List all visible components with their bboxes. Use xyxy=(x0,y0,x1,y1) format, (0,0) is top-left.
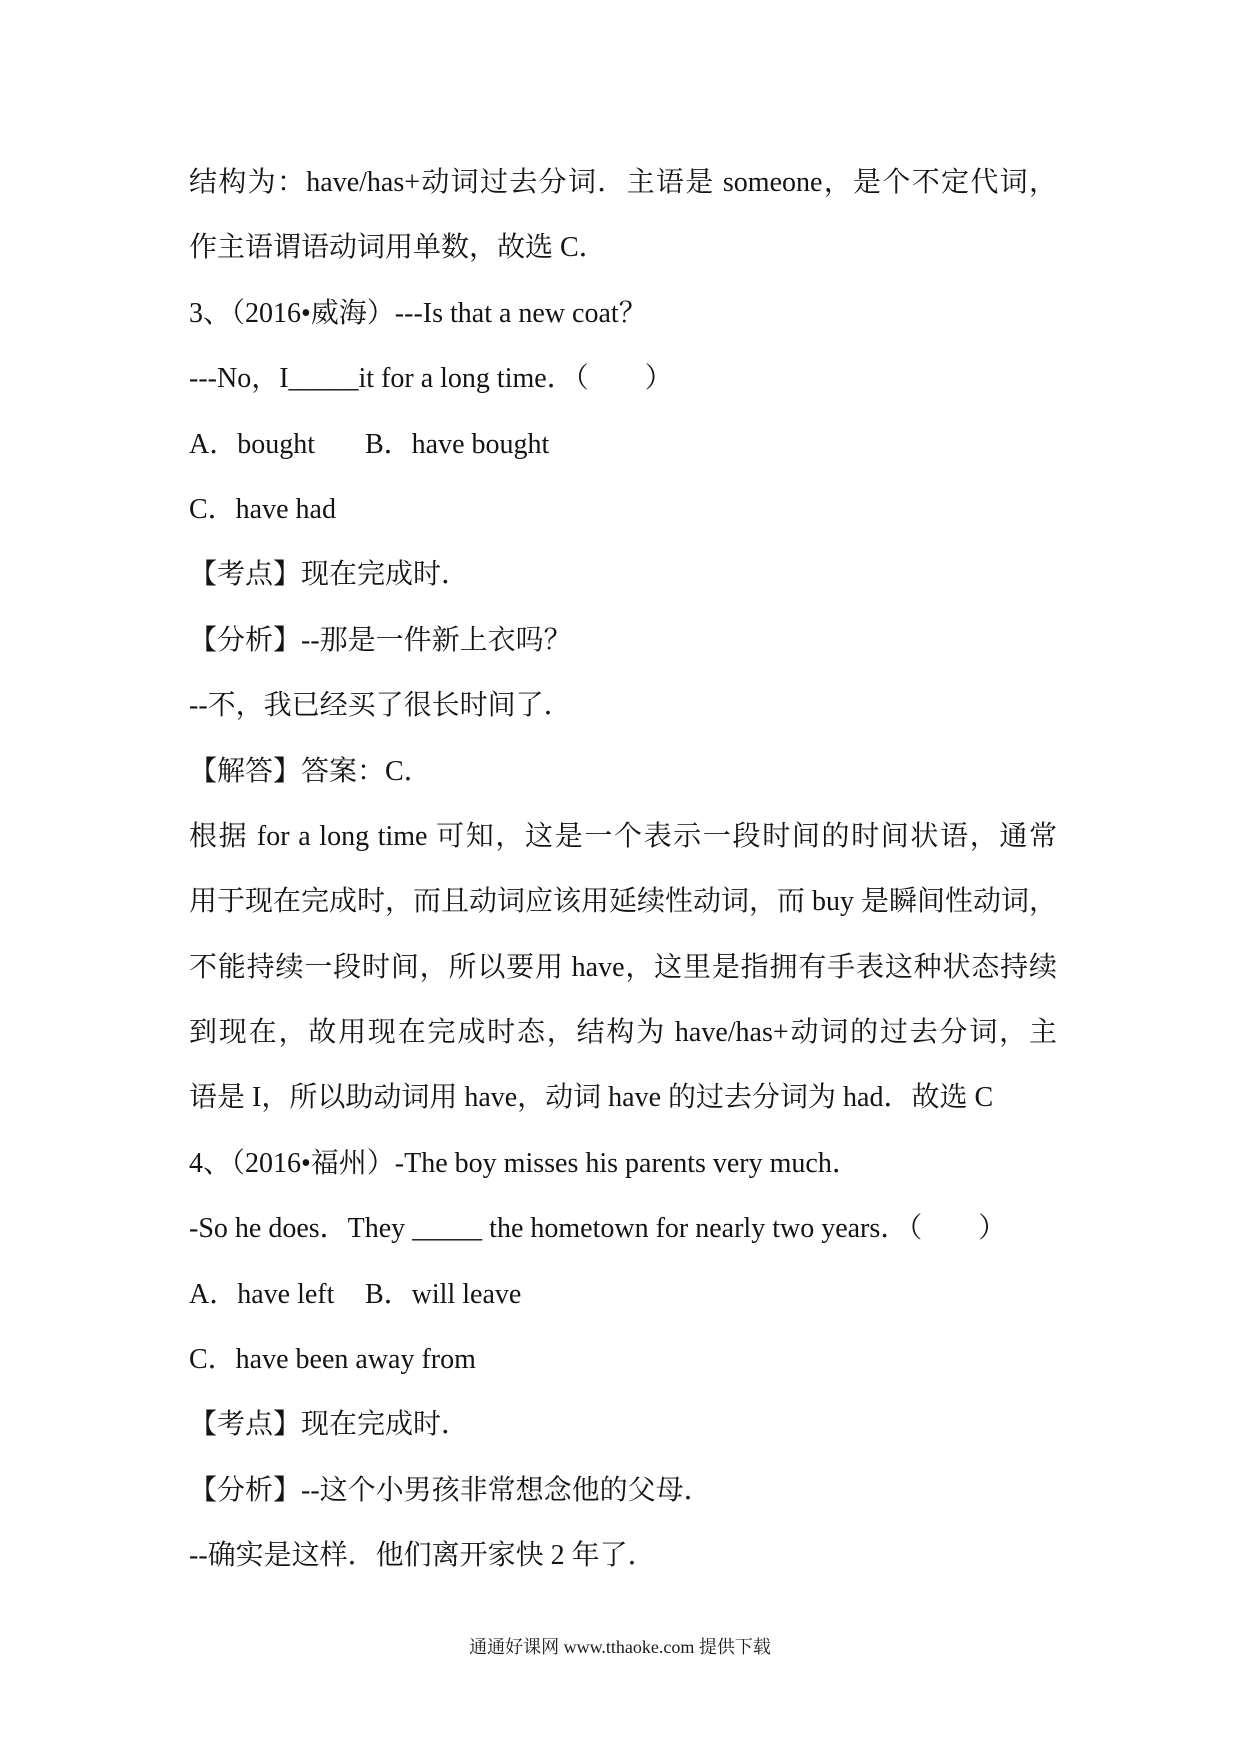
option-b: B．will leave xyxy=(365,1278,522,1310)
option-c: C．have been away from xyxy=(189,1344,476,1376)
solution-line: 根据 for a long time 可知，这是一个表示一段时间的时间状语，通常 xyxy=(189,820,1057,852)
option-a: A．bought xyxy=(189,428,316,460)
option-b: B．have bought xyxy=(365,428,550,460)
question-3-stem: ---No，I_____it for a long time．（ ） xyxy=(189,363,673,395)
explanation-line: 作主语谓语动词用单数，故选 C． xyxy=(189,232,607,264)
question-4-options-ab xyxy=(189,1262,1057,1327)
solution-line: 用于现在完成时，而且动词应该用延续性动词，而 buy 是瞬间性动词， xyxy=(189,886,1058,918)
question-4-stem: -So he does．They _____ the hometown for nearly two years．（ ） xyxy=(189,1213,1007,1245)
analysis-line: --不，我已经买了很长时间了． xyxy=(189,690,572,722)
footer-credit: 通通好课网 www.tthaoke.com 提供下载 xyxy=(469,1637,771,1657)
page-body xyxy=(189,150,1057,1589)
question-3-options-ab xyxy=(189,412,1057,477)
analysis-line: --确实是这样．他们离开家快 2 年了． xyxy=(189,1540,656,1572)
analysis-line: 【分析】--那是一件新上衣吗？ xyxy=(189,624,572,656)
solution-line: 不能持续一段时间，所以要用 have，这里是指拥有手表这种状态持续 xyxy=(189,951,1057,983)
explanation-line: 结构为：have/has+动词过去分词．主语是 someone，是个不定代词， xyxy=(189,167,1057,198)
solution-line: 语是 I，所以助动词用 have，动词 have 的过去分词为 had．故选 C xyxy=(189,1082,994,1114)
keypoint-line: 【考点】现在完成时． xyxy=(189,1409,470,1441)
answer-line: 【解答】答案：C． xyxy=(189,755,432,787)
analysis-line: 【分析】--这个小男孩非常想念他的父母． xyxy=(189,1474,712,1506)
keypoint-line: 【考点】现在完成时． xyxy=(189,559,470,591)
option-a: A．have left xyxy=(189,1278,335,1310)
option-c: C．have had xyxy=(189,493,336,525)
question-3-header: 3、（2016•威海）---Is that a new coat？ xyxy=(189,297,647,329)
solution-line: 到现在，故用现在完成时态，结构为 have/has+动词的过去分词，主 xyxy=(189,1017,1057,1049)
question-4-header: 4、（2016•福州）-The boy misses his parents very much． xyxy=(189,1147,860,1179)
